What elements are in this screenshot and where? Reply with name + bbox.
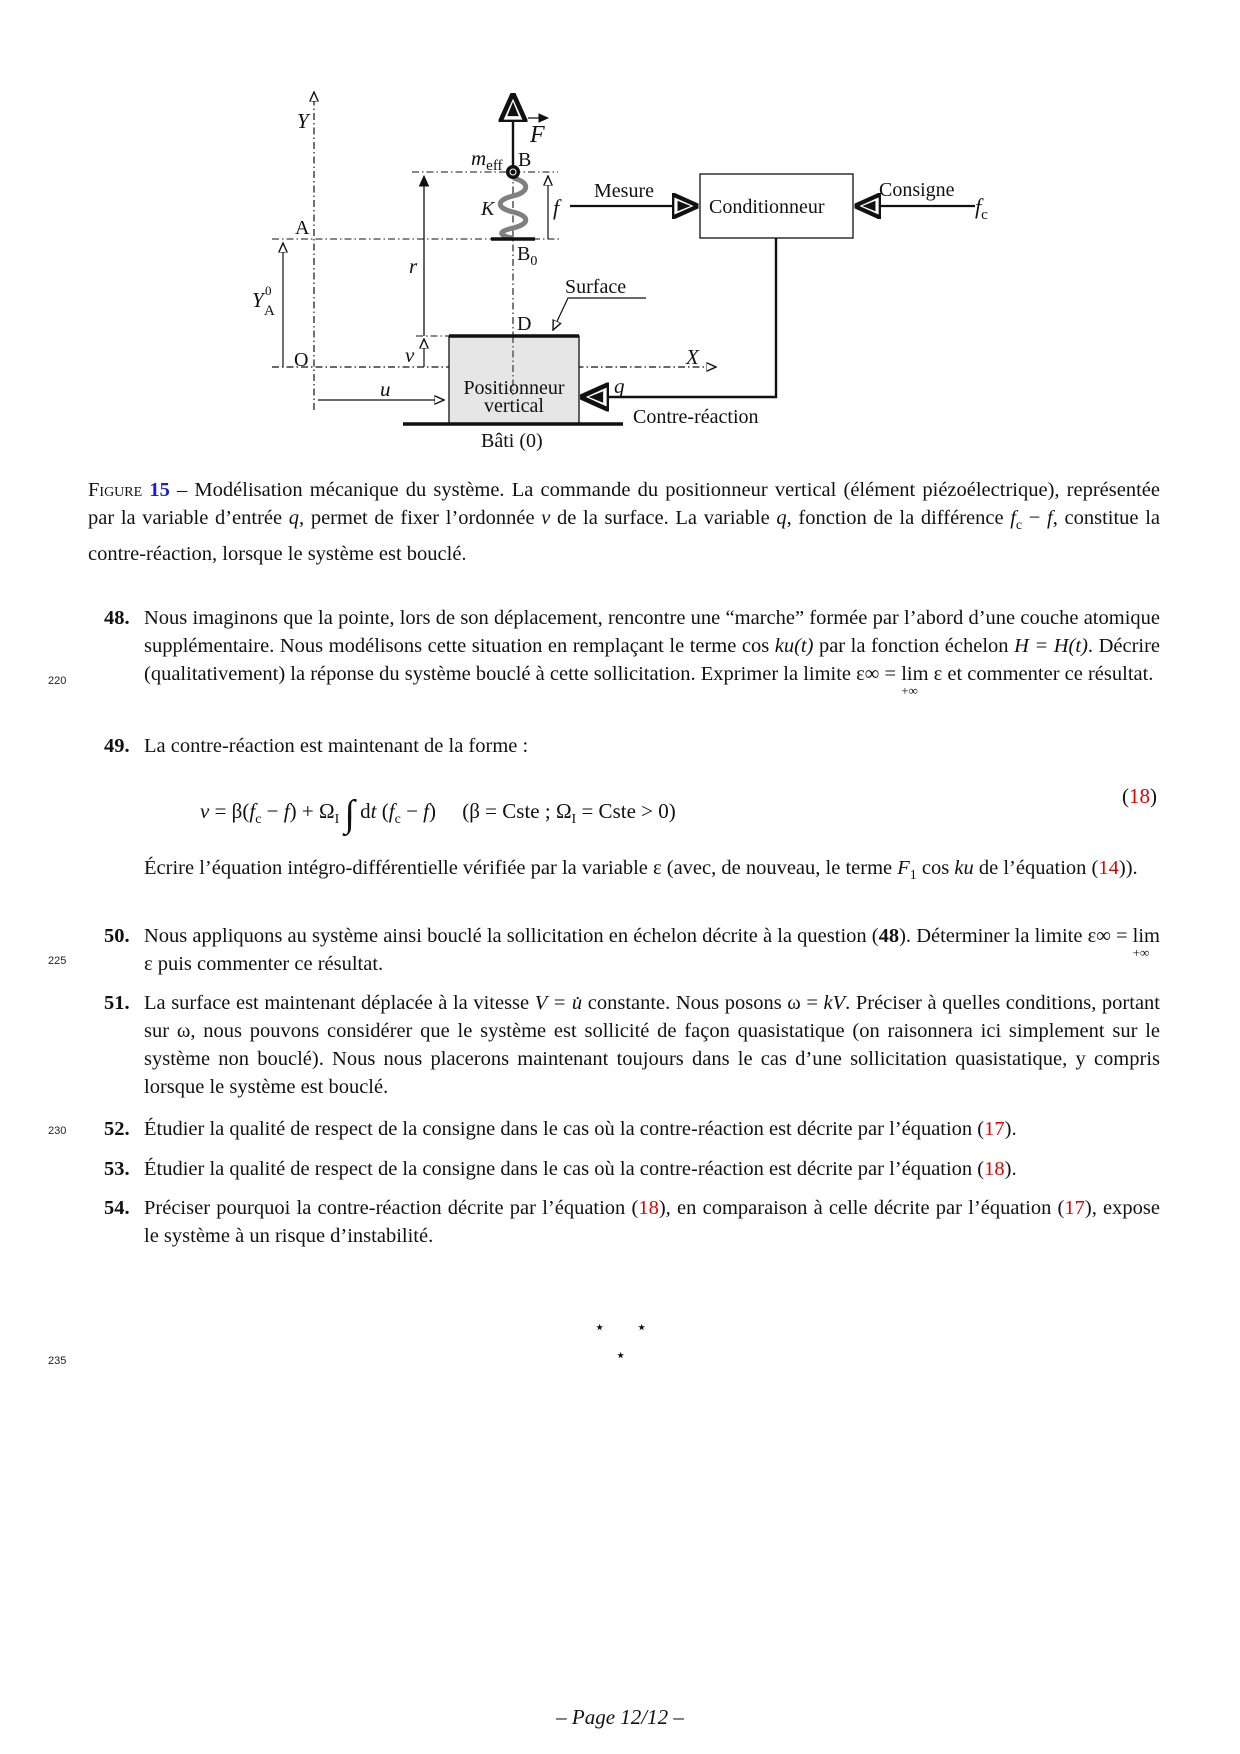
line-number: 235 (48, 1355, 67, 1367)
question-number: 49. (104, 735, 130, 757)
question-48 (104, 604, 1161, 698)
label-q: q (614, 374, 625, 398)
question-text: La contre-réaction est maintenant de la forme : (144, 735, 529, 757)
question-text: Nous imaginons que la pointe, lors de son déplacement, rencontre une “marche” formée par l’abord d’une couche atomique supplémentaire. Nous modélisons cette situation en remplaçant le terme cos ku(t) par la fonction échelon H = H(t). Décrire (qualitativement) la réponse du système bouclé à cette sollicitation. Exprimer la limite ε∞ = lim +∞ ε et commenter ce résultat. (144, 607, 1161, 698)
caption-text: , fonction de la différence (786, 507, 1011, 529)
caption-text: − (1022, 507, 1048, 529)
label-bati: Bâti (0) (481, 430, 543, 452)
label-positionneur-2: vertical (484, 395, 544, 417)
question-54 (104, 1194, 1160, 1250)
equation-ref-17[interactable]: 17 (984, 1118, 1005, 1140)
question-text: La surface est maintenant déplacée à la vitesse V = u̇ constante. Nous posons ω = kV. Préciser à quelles conditions, portant sur ω, nous pouvons considérer que le système est sollicité de façon quasistatique (on raisonnera ici simplement sur le système non bouclé). Nous nous placerons maintenant toujours dans le cas d’une sollicitation quasistatique, y compris lorsque le système est bouclé. (144, 992, 1160, 1098)
label-mesure: Mesure (594, 180, 654, 202)
question-number: 53. (104, 1158, 130, 1180)
equation-ref-18[interactable]: 18 (984, 1158, 1005, 1180)
label-v: v (405, 343, 415, 367)
equation-ref-18[interactable]: 18 (1129, 784, 1150, 808)
label-r: r (409, 254, 418, 278)
surface-pointer (553, 298, 646, 330)
question-52 (104, 1115, 1160, 1143)
question-number: 54. (104, 1197, 130, 1219)
label-force: F (530, 122, 545, 148)
question-number: 50. (104, 925, 130, 947)
question-text: Écrire l’équation intégro-différentielle vérifiée par la variable ε (avec, de nouveau, le terme $F_1$ cos ku de l’équation (14)). (144, 857, 1138, 884)
question-49 (104, 732, 1160, 760)
label-ya0-sub: A (264, 303, 275, 319)
label-ya0: Y (252, 288, 264, 312)
line-number: 230 (48, 1125, 67, 1137)
star-icon: ⋆ (615, 1345, 627, 1365)
label-ya0-sup: 0 (265, 283, 272, 298)
caption-var-q: q (776, 507, 787, 529)
caption-prefix: Figure (88, 479, 143, 501)
question-51 (104, 989, 1160, 1101)
question-text: Préciser pourquoi la contre-réaction décrite par l’équation (18), en comparaison à celle décrite par l’équation (17), expose le système à un risque d’instabilité. (144, 1197, 1160, 1247)
question-50 (104, 922, 1160, 978)
question-text: Nous appliquons au système ainsi bouclé la sollicitation en échelon décrite à la question (48). Déterminer la limite ε∞ = lim +∞ ε puis commenter ce résultat. (144, 925, 1160, 975)
question-53 (104, 1155, 1160, 1183)
question-number: 52. (104, 1118, 130, 1140)
label-surface: Surface (565, 276, 627, 298)
caption-var-q: q (288, 507, 300, 529)
caption-text: , constitue la contre-réaction, lorsque le système est bouclé. (88, 507, 1160, 566)
caption-text: de la surface. La variable (550, 507, 777, 529)
star-icon: ⋆ (636, 1317, 648, 1337)
caption-text: , permet de fixer l’ordonnée (299, 507, 542, 529)
caption-var-fc: f (1010, 507, 1016, 529)
label-y: Y (297, 109, 309, 133)
label-fc: $f_c$ (975, 194, 988, 223)
caption-var-f: f (1047, 507, 1053, 529)
figure-caption (88, 476, 1160, 568)
equation-ref-14[interactable]: 14 (1098, 857, 1119, 879)
equation-18: $v = \beta(f_c - f) + \Omega_I$ ∫ dt $(f_c - f)$ (β = Cste ; $\Omega_I$ = Cste > 0) (200, 793, 676, 835)
figure-number[interactable]: 15 (149, 479, 170, 501)
label-d: D (517, 313, 532, 335)
equation-ref-17[interactable]: 17 (1064, 1197, 1085, 1219)
contre-reaction-line (583, 238, 776, 397)
label-x: X (686, 345, 699, 369)
label-a: A (295, 217, 310, 239)
label-conditionneur: Conditionneur (709, 196, 825, 218)
label-positionneur-1: Positionneur (463, 377, 565, 399)
label-u: u (380, 377, 391, 401)
label-f: f (553, 195, 560, 220)
star-icon: ⋆ (594, 1317, 606, 1337)
label-b: B (518, 149, 532, 171)
label-consigne: Consigne (879, 179, 955, 201)
question-text: Étudier la qualité de respect de la consigne dans le cas où la contre-réaction est décrite par l’équation (17). (144, 1118, 1017, 1140)
label-k: K (481, 198, 495, 220)
caption-sub-c: c (1015, 518, 1023, 534)
question-text: Étudier la qualité de respect de la consigne dans le cas où la contre-réaction est décrite par l’équation (18). (144, 1158, 1017, 1180)
page-footer: – Page 12/12 – (556, 1705, 684, 1729)
label-b0: $B_0$ (517, 243, 538, 269)
line-number: 225 (48, 955, 67, 967)
label-contre-reaction: Contre-réaction (633, 406, 759, 428)
question-49-followup (104, 854, 1160, 890)
equation-number: (18) (1122, 784, 1157, 808)
label-m-eff: $m_{eff}$ (471, 146, 503, 174)
line-number: 220 (48, 675, 67, 687)
question-number: 51. (104, 992, 130, 1014)
question-number: 48. (104, 607, 130, 629)
label-o: O (294, 349, 309, 371)
question-ref-48[interactable]: 48 (878, 925, 900, 947)
caption-text: – Modélisation mécanique du système. La commande du positionneur vertical (élément piézoélectrique), représentée par la variable d’entrée (88, 479, 1161, 529)
equation-ref-18[interactable]: 18 (638, 1197, 659, 1219)
caption-var-v: v (541, 507, 551, 529)
figure-15-diagram (0, 0, 1240, 460)
